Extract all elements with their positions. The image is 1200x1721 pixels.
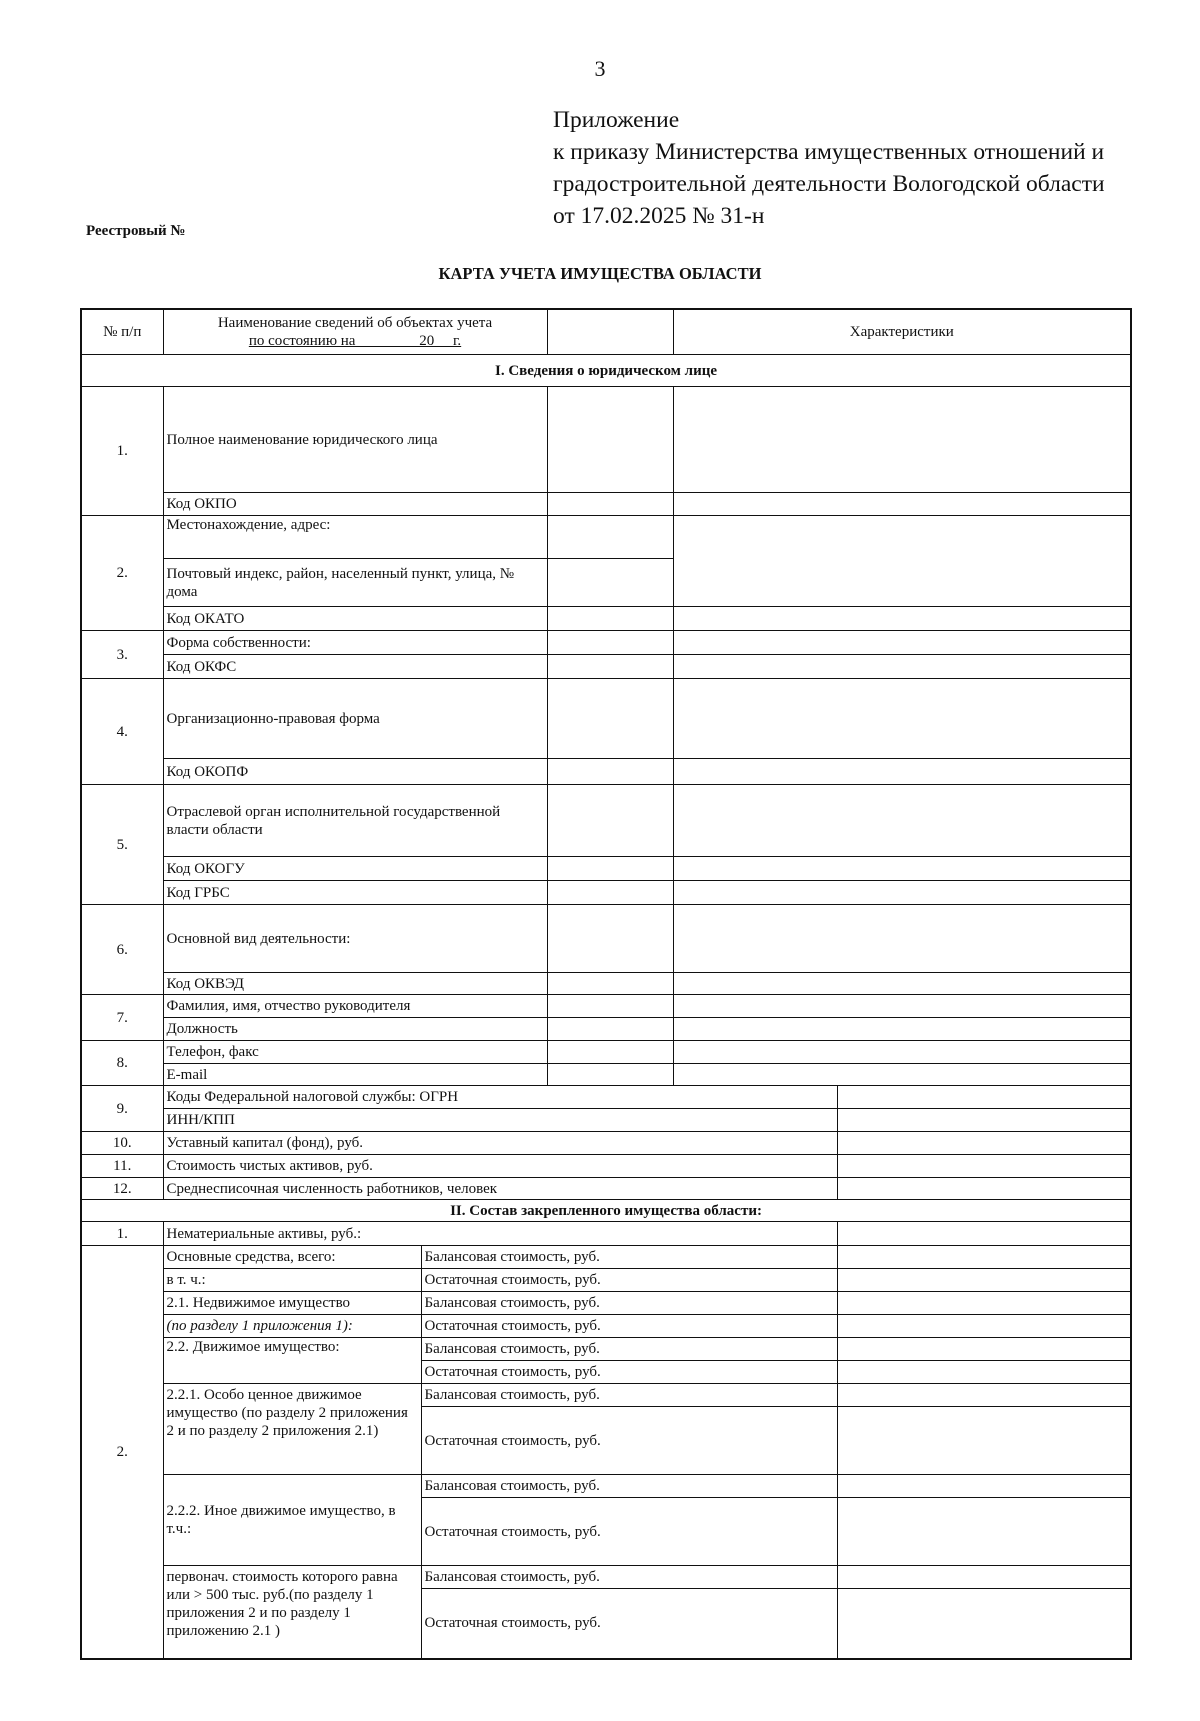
- table-row: [81, 1041, 1131, 1064]
- value-cell[interactable]: [837, 1086, 1131, 1109]
- row-label: ИНН/КПП: [163, 1109, 837, 1132]
- table-row: [81, 1086, 1131, 1109]
- row-label: Почтовый индекс, район, населенный пункт, улица, № дома: [163, 559, 547, 607]
- header-name: [163, 309, 547, 355]
- table-row: [81, 1338, 1131, 1361]
- table-row: [81, 1292, 1131, 1315]
- value-cell[interactable]: [547, 387, 673, 493]
- section-row: [81, 355, 1131, 387]
- row-label: Полное наименование юридического лица: [163, 387, 547, 493]
- cost-label: Балансовая стоимость, руб.: [421, 1384, 837, 1407]
- table-row: [81, 607, 1131, 631]
- table-row: [81, 493, 1131, 516]
- appendix-line: Приложение: [553, 107, 680, 133]
- table-row: [81, 1384, 1131, 1407]
- value-cell[interactable]: [837, 1361, 1131, 1384]
- value-cell[interactable]: [547, 759, 673, 785]
- value-cell[interactable]: [547, 679, 673, 759]
- row-label: 2.2.1. Особо ценное движимое имущество (по разделу 2 приложения 2 и по разделу 2 приложения 2.1): [163, 1384, 421, 1475]
- row-number: 1.: [81, 387, 163, 516]
- value-cell[interactable]: [547, 857, 673, 881]
- table-row: [81, 655, 1131, 679]
- row-label: Код ОКОГУ: [163, 857, 547, 881]
- row-label: 2.1. Недвижимое имущество: [163, 1292, 421, 1315]
- header-name-line2: по состоянию на 20 г.: [248, 333, 462, 349]
- cost-label: Остаточная стоимость, руб.: [421, 1589, 837, 1659]
- value-cell[interactable]: [837, 1222, 1131, 1246]
- table-row: [81, 1566, 1131, 1589]
- row-number: 9.: [81, 1086, 163, 1132]
- value-cell[interactable]: [547, 607, 673, 631]
- row-label: Коды Федеральной налоговой службы: ОГРН: [163, 1086, 837, 1109]
- row-number: 10.: [81, 1132, 163, 1155]
- row-label: Основной вид деятельности:: [163, 905, 547, 973]
- value-cell[interactable]: [547, 631, 673, 655]
- table-row: [81, 1269, 1131, 1292]
- table-row: [81, 1246, 1131, 1269]
- header-characteristics: Характеристики: [673, 309, 1131, 355]
- value-cell[interactable]: [673, 679, 1131, 759]
- row-label: Код ОКПО: [163, 493, 547, 516]
- row-label: Организационно-правовая форма: [163, 679, 547, 759]
- appendix-block: [553, 104, 1105, 232]
- value-cell[interactable]: [673, 1041, 1131, 1064]
- value-cell[interactable]: [837, 1109, 1131, 1132]
- value-cell[interactable]: [547, 905, 673, 973]
- row-label: Фамилия, имя, отчество руководителя: [163, 995, 547, 1018]
- row-label: Должность: [163, 1018, 547, 1041]
- row-label: Телефон, факс: [163, 1041, 547, 1064]
- row-label: Уставный капитал (фонд), руб.: [163, 1132, 837, 1155]
- value-cell[interactable]: [837, 1407, 1131, 1475]
- value-cell[interactable]: [837, 1338, 1131, 1361]
- property-card-table: [80, 308, 1132, 1660]
- value-cell[interactable]: [837, 1315, 1131, 1338]
- table-row: [81, 973, 1131, 995]
- value-cell[interactable]: [837, 1589, 1131, 1659]
- value-cell[interactable]: [673, 759, 1131, 785]
- value-cell[interactable]: [837, 1498, 1131, 1566]
- value-cell[interactable]: [547, 559, 673, 607]
- row-number: 1.: [81, 1222, 163, 1246]
- row-label: Код ОКАТО: [163, 607, 547, 631]
- value-cell[interactable]: [547, 655, 673, 679]
- table-row: [81, 1155, 1131, 1178]
- cost-label: Остаточная стоимость, руб.: [421, 1315, 837, 1338]
- row-number: 4.: [81, 679, 163, 785]
- table-row: [81, 857, 1131, 881]
- section1-title: I. Сведения о юридическом лице: [81, 355, 1131, 387]
- cost-label: Балансовая стоимость, руб.: [421, 1338, 837, 1361]
- value-cell[interactable]: [837, 1566, 1131, 1589]
- value-cell[interactable]: [673, 655, 1131, 679]
- row-number: 3.: [81, 631, 163, 679]
- value-cell[interactable]: [673, 995, 1131, 1018]
- row-label: Основные средства, всего:: [163, 1246, 421, 1269]
- cost-label: Балансовая стоимость, руб.: [421, 1292, 837, 1315]
- table-row: [81, 387, 1131, 493]
- value-cell[interactable]: [673, 1018, 1131, 1041]
- value-cell[interactable]: [673, 785, 1131, 857]
- value-cell[interactable]: [673, 607, 1131, 631]
- table-row: [81, 1178, 1131, 1200]
- row-label: Местонахождение, адрес:: [163, 516, 547, 559]
- table-row: [81, 1132, 1131, 1155]
- value-cell[interactable]: [547, 995, 673, 1018]
- row-label: Код ГРБС: [163, 881, 547, 905]
- value-cell[interactable]: [837, 1384, 1131, 1407]
- table-row: [81, 905, 1131, 973]
- table-row: [81, 1109, 1131, 1132]
- value-cell[interactable]: [673, 973, 1131, 995]
- appendix-line: градостроительной деятельности Вологодской области: [553, 171, 1105, 197]
- row-label: Стоимость чистых активов, руб.: [163, 1155, 837, 1178]
- table-row: [81, 785, 1131, 857]
- page-number: 3: [594, 56, 606, 81]
- row-number: 6.: [81, 905, 163, 995]
- appendix-line: от 17.02.2025 № 31-н: [553, 203, 765, 229]
- row-label: 2.2.2. Иное движимое имущество, в т.ч.:: [163, 1475, 421, 1566]
- table-row: [81, 516, 1131, 559]
- header-empty-cell: [547, 309, 673, 355]
- table-row: [81, 1018, 1131, 1041]
- table-row: [81, 759, 1131, 785]
- section2-title: II. Состав закрепленного имущества области:: [81, 1200, 1131, 1222]
- value-cell[interactable]: [547, 493, 673, 516]
- value-cell[interactable]: [673, 857, 1131, 881]
- cost-label: Остаточная стоимость, руб.: [421, 1269, 837, 1292]
- table-row: [81, 631, 1131, 655]
- cost-label: Балансовая стоимость, руб.: [421, 1475, 837, 1498]
- row-number: 7.: [81, 995, 163, 1041]
- row-number: 8.: [81, 1041, 163, 1086]
- section-row: [81, 1200, 1131, 1222]
- table-row: [81, 995, 1131, 1018]
- table-header-row: [81, 309, 1131, 355]
- value-cell[interactable]: [547, 1018, 673, 1041]
- value-cell[interactable]: [547, 1041, 673, 1064]
- table-row: [81, 1222, 1131, 1246]
- header-name-line1: Наименование сведений об объектах учета: [217, 315, 493, 331]
- row-number: 2.: [81, 1246, 163, 1659]
- row-number: 11.: [81, 1155, 163, 1178]
- cost-label: Остаточная стоимость, руб.: [421, 1361, 837, 1384]
- table-row: [81, 1064, 1131, 1086]
- value-cell[interactable]: [837, 1246, 1131, 1269]
- value-cell[interactable]: [673, 387, 1131, 493]
- table-row: [81, 679, 1131, 759]
- row-label: 2.2. Движимое имущество:: [163, 1338, 421, 1384]
- row-label: Код ОКОПФ: [163, 759, 547, 785]
- value-cell[interactable]: [673, 516, 1131, 607]
- value-cell[interactable]: [673, 493, 1131, 516]
- row-label: первонач. стоимость которого равна или > 500 тыс. руб.(по разделу 1 приложения 2 и по разделу 1 приложению 2.1 ): [163, 1566, 421, 1659]
- row-number: 2.: [81, 516, 163, 631]
- value-cell[interactable]: [837, 1292, 1131, 1315]
- table-row: [81, 1475, 1131, 1498]
- row-label: Нематериальные активы, руб.:: [163, 1222, 837, 1246]
- row-label: (по разделу 1 приложения 1):: [163, 1315, 421, 1338]
- row-label: Код ОКФС: [163, 655, 547, 679]
- value-cell[interactable]: [673, 631, 1131, 655]
- row-label: Среднесписочная численность работников, человек: [163, 1178, 837, 1200]
- header-num: № п/п: [81, 309, 163, 355]
- value-cell[interactable]: [673, 905, 1131, 973]
- cost-label: Остаточная стоимость, руб.: [421, 1407, 837, 1475]
- value-cell[interactable]: [837, 1155, 1131, 1178]
- value-cell[interactable]: [837, 1269, 1131, 1292]
- row-number: 5.: [81, 785, 163, 905]
- value-cell[interactable]: [547, 516, 673, 559]
- cost-label: Балансовая стоимость, руб.: [421, 1246, 837, 1269]
- row-label: Отраслевой орган исполнительной государственной власти области: [163, 785, 547, 857]
- row-label: Код ОКВЭД: [163, 973, 547, 995]
- value-cell[interactable]: [837, 1132, 1131, 1155]
- table-row: [81, 1315, 1131, 1338]
- document-title: КАРТА УЧЕТА ИМУЩЕСТВА ОБЛАСТИ: [438, 264, 762, 283]
- row-label: E-mail: [163, 1064, 547, 1086]
- row-label: Форма собственности:: [163, 631, 547, 655]
- registry-number-label: Реестровый №: [86, 223, 186, 239]
- value-cell[interactable]: [837, 1475, 1131, 1498]
- cost-label: Остаточная стоимость, руб.: [421, 1498, 837, 1566]
- row-number: 12.: [81, 1178, 163, 1200]
- value-cell[interactable]: [673, 1064, 1131, 1086]
- value-cell[interactable]: [673, 881, 1131, 905]
- value-cell[interactable]: [547, 785, 673, 857]
- cost-label: Балансовая стоимость, руб.: [421, 1566, 837, 1589]
- value-cell[interactable]: [837, 1178, 1131, 1200]
- value-cell[interactable]: [547, 1064, 673, 1086]
- value-cell[interactable]: [547, 973, 673, 995]
- value-cell[interactable]: [547, 881, 673, 905]
- appendix-line: к приказу Министерства имущественных отношений и: [553, 139, 1105, 165]
- row-label: в т. ч.:: [163, 1269, 421, 1292]
- table-row: [81, 881, 1131, 905]
